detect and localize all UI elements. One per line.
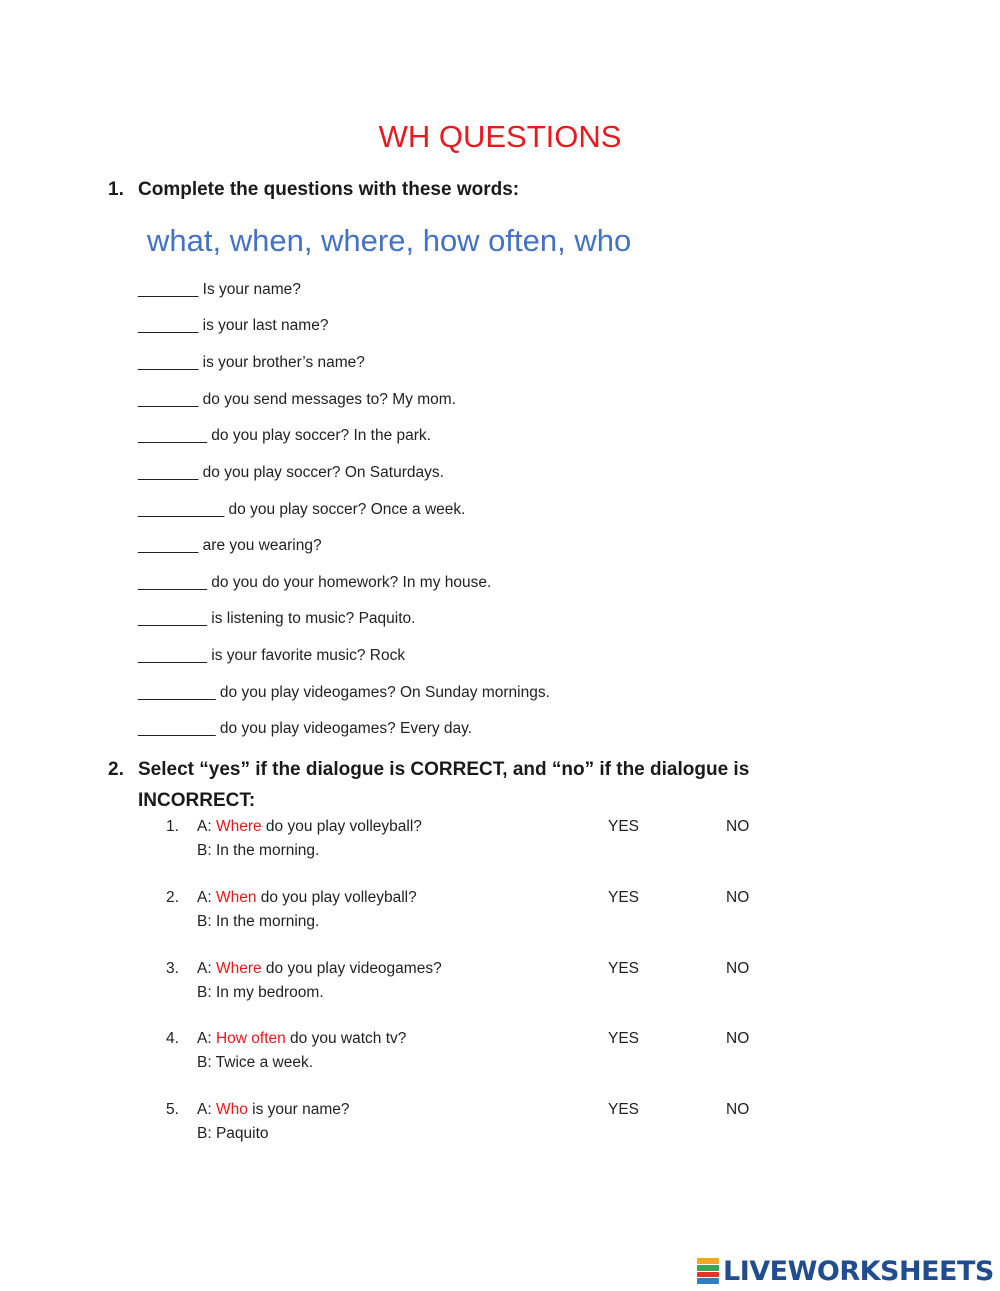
question-text: is your last name? bbox=[202, 317, 329, 334]
dialogue-item bbox=[197, 1027, 406, 1075]
dialogue-line-a: A: Who is your name? bbox=[197, 1101, 350, 1118]
dialogue-line-b: B: Twice a week. bbox=[197, 1054, 314, 1071]
no-option[interactable]: NO bbox=[726, 889, 750, 906]
dialogue-line-a: A: How often do you watch tv? bbox=[197, 1030, 407, 1047]
wh-word: Who bbox=[215, 1101, 248, 1118]
answer-blank[interactable]: _______ bbox=[138, 354, 199, 371]
logo-square bbox=[697, 1265, 719, 1271]
question-item bbox=[138, 425, 431, 447]
logo-square bbox=[697, 1258, 719, 1264]
question-text: do you do your homework? In my house. bbox=[211, 574, 492, 591]
dialogue-line-b: B: Paquito bbox=[197, 1125, 269, 1142]
question-text: is your brother’s name? bbox=[202, 354, 365, 371]
answer-blank[interactable]: _______ bbox=[138, 317, 199, 334]
no-option[interactable]: NO bbox=[726, 1101, 750, 1118]
yes-option[interactable]: YES bbox=[608, 889, 640, 906]
word-bank: what, when, where, how often, who bbox=[147, 223, 632, 258]
yes-option[interactable]: YES bbox=[608, 818, 640, 835]
section1-number: 1. bbox=[108, 179, 124, 200]
dialogue-number: 5. bbox=[166, 1101, 179, 1118]
question-text: do you play soccer? On Saturdays. bbox=[202, 464, 444, 481]
wh-word: Where bbox=[215, 818, 262, 835]
question-item bbox=[138, 315, 328, 337]
section1-heading: Complete the questions with these words: bbox=[138, 179, 520, 200]
answer-blank[interactable]: _______ bbox=[138, 464, 199, 481]
question-item bbox=[138, 645, 405, 667]
wh-word: Where bbox=[215, 960, 262, 977]
answer-blank[interactable]: ________ bbox=[138, 610, 207, 627]
wh-word: How often bbox=[215, 1030, 286, 1047]
question-item bbox=[138, 499, 465, 521]
question-text: do you send messages to? My mom. bbox=[202, 391, 456, 408]
question-text: is listening to music? Paquito. bbox=[211, 610, 416, 627]
wh-word: When bbox=[215, 889, 257, 906]
dialogue-number: 2. bbox=[166, 889, 179, 906]
dialogue-number: 4. bbox=[166, 1030, 179, 1047]
answer-blank[interactable]: _________ bbox=[138, 720, 216, 737]
dialogue-line-a: A: When do you play volleyball? bbox=[197, 889, 417, 906]
answer-blank[interactable]: _______ bbox=[138, 391, 199, 408]
dialogue-number: 3. bbox=[166, 960, 179, 977]
question-text: Is your name? bbox=[202, 281, 301, 298]
no-option[interactable]: NO bbox=[726, 818, 750, 835]
question-item bbox=[138, 279, 301, 301]
question-item bbox=[138, 682, 550, 704]
answer-blank[interactable]: _______ bbox=[138, 537, 199, 554]
section2-heading-line2: INCORRECT: bbox=[138, 790, 256, 811]
question-item bbox=[138, 572, 491, 594]
answer-blank[interactable]: _______ bbox=[138, 281, 199, 298]
question-item bbox=[138, 389, 456, 411]
question-text: do you play soccer? Once a week. bbox=[228, 501, 466, 518]
dialogue-line-b: B: In the morning. bbox=[197, 913, 320, 930]
question-text: are you wearing? bbox=[202, 537, 322, 554]
dialogue-line-a: A: Where do you play videogames? bbox=[197, 960, 442, 977]
question-text: do you play soccer? In the park. bbox=[211, 427, 431, 444]
section2-heading-line1: Select “yes” if the dialogue is CORRECT, and “no” if the dialogue is bbox=[138, 759, 750, 780]
question-item bbox=[138, 462, 444, 484]
logo-text: LIVEWORKSHEETS bbox=[723, 1255, 994, 1287]
dialogue-item bbox=[197, 1098, 350, 1146]
question-item bbox=[138, 608, 415, 630]
answer-blank[interactable]: ________ bbox=[138, 574, 207, 591]
logo-mark-icon bbox=[697, 1258, 719, 1284]
answer-blank[interactable]: ________ bbox=[138, 427, 207, 444]
question-item bbox=[138, 535, 322, 557]
dialogue-line-b: B: In my bedroom. bbox=[197, 984, 324, 1001]
question-text: do you play videogames? On Sunday mornings. bbox=[219, 684, 550, 701]
question-text: is your favorite music? Rock bbox=[211, 647, 406, 664]
dialogue-number: 1. bbox=[166, 818, 179, 835]
liveworksheets-logo bbox=[697, 1254, 994, 1288]
yes-option[interactable]: YES bbox=[608, 1101, 640, 1118]
page-title: WH QUESTIONS bbox=[378, 119, 622, 154]
dialogue-item bbox=[197, 957, 442, 1005]
dialogue-item bbox=[197, 815, 422, 863]
question-item bbox=[138, 718, 472, 740]
logo-square bbox=[697, 1272, 719, 1278]
dialogue-line-a: A: Where do you play volleyball? bbox=[197, 818, 422, 835]
section2-number: 2. bbox=[108, 759, 124, 780]
question-item bbox=[138, 352, 365, 374]
answer-blank[interactable]: _________ bbox=[138, 684, 216, 701]
question-text: do you play videogames? Every day. bbox=[219, 720, 473, 737]
yes-option[interactable]: YES bbox=[608, 960, 640, 977]
logo-square bbox=[697, 1278, 719, 1284]
no-option[interactable]: NO bbox=[726, 960, 750, 977]
answer-blank[interactable]: ________ bbox=[138, 647, 207, 664]
dialogue-line-b: B: In the morning. bbox=[197, 842, 320, 859]
yes-option[interactable]: YES bbox=[608, 1030, 640, 1047]
no-option[interactable]: NO bbox=[726, 1030, 750, 1047]
answer-blank[interactable]: __________ bbox=[138, 501, 225, 518]
dialogue-item bbox=[197, 886, 417, 934]
